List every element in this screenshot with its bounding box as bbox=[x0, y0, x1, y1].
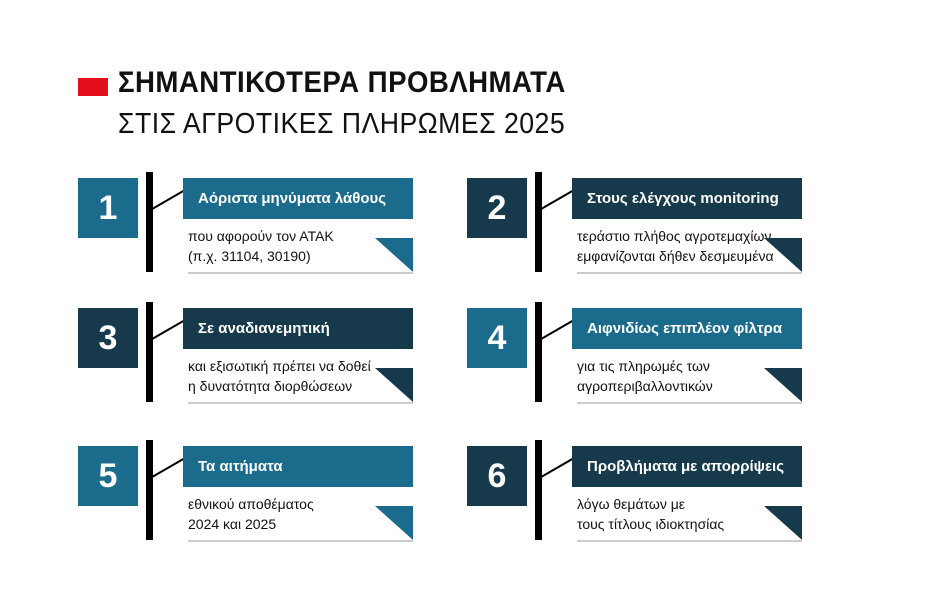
item-body-line: αγροπεριβαλλοντικών bbox=[577, 378, 713, 394]
item-number: 1 bbox=[78, 178, 138, 238]
item-body-line: τεράστιο πλήθος αγροτεμαχίων bbox=[577, 228, 772, 244]
item-number: 2 bbox=[467, 178, 527, 238]
item-body-line: για τις πληρωμές των bbox=[577, 358, 710, 374]
item-body-line: που αφορούν τον ΑΤΑΚ bbox=[188, 228, 334, 244]
underline bbox=[188, 272, 413, 274]
corner-triangle-icon bbox=[764, 506, 802, 540]
corner-triangle-icon bbox=[764, 238, 802, 272]
underline bbox=[577, 540, 802, 542]
connector-line bbox=[152, 190, 184, 209]
title-marker bbox=[78, 78, 108, 96]
divider-bar bbox=[535, 172, 542, 272]
item-body-line: τους τίτλους ιδιοκτησίας bbox=[577, 516, 725, 532]
problem-item bbox=[467, 178, 847, 288]
item-body-line: και εξισωτική πρέπει να δοθεί bbox=[188, 358, 371, 374]
item-body-line: λόγω θεμάτων με bbox=[577, 496, 686, 512]
page-subtitle: ΣΤΙΣ ΑΓΡΟΤΙΚΕΣ ΠΛΗΡΩΜΕΣ 2025 bbox=[118, 108, 566, 140]
item-heading bbox=[572, 308, 802, 349]
connector-line bbox=[152, 458, 184, 477]
item-body-line: εθνικού αποθέματος bbox=[188, 496, 314, 512]
divider-bar bbox=[146, 302, 153, 402]
item-heading bbox=[183, 446, 413, 487]
problem-item bbox=[78, 446, 458, 556]
connector-line bbox=[541, 458, 573, 477]
page-title: ΣΗΜΑΝΤΙΚΟΤΕΡΑ ΠΡΟΒΛΗΜΑΤΑ bbox=[118, 66, 566, 99]
item-heading bbox=[572, 178, 802, 219]
problem-item bbox=[78, 308, 458, 418]
item-heading-text: Στους ελέγχους monitoring bbox=[587, 190, 779, 207]
connector-line bbox=[541, 320, 573, 339]
corner-triangle-icon bbox=[764, 368, 802, 402]
item-number: 4 bbox=[467, 308, 527, 368]
corner-triangle-icon bbox=[375, 506, 413, 540]
item-heading-text: Τα αιτήματα bbox=[198, 458, 283, 475]
item-heading-text: Αιφνιδίως επιπλέον φίλτρα bbox=[587, 320, 783, 337]
divider-bar bbox=[146, 172, 153, 272]
underline bbox=[188, 402, 413, 404]
connector-line bbox=[152, 320, 184, 339]
problem-item bbox=[467, 446, 847, 556]
divider-bar bbox=[535, 302, 542, 402]
corner-triangle-icon bbox=[375, 368, 413, 402]
item-heading bbox=[572, 446, 802, 487]
item-body-line: (π.χ. 31104, 30190) bbox=[188, 248, 311, 264]
item-body-line: 2024 και 2025 bbox=[188, 516, 277, 532]
item-number: 5 bbox=[78, 446, 138, 506]
item-body-line: η δυνατότητα διορθώσεων bbox=[188, 378, 353, 394]
item-heading-text: Σε αναδιανεμητική bbox=[198, 320, 330, 337]
problem-item bbox=[78, 178, 458, 288]
underline bbox=[577, 402, 802, 404]
item-heading-text: Προβλήματα με απορρίψεις bbox=[587, 458, 785, 475]
problem-item bbox=[467, 308, 847, 418]
item-heading-text: Αόριστα μηνύματα λάθους bbox=[198, 190, 387, 207]
corner-triangle-icon bbox=[375, 238, 413, 272]
item-heading bbox=[183, 308, 413, 349]
divider-bar bbox=[146, 440, 153, 540]
item-number: 6 bbox=[467, 446, 527, 506]
item-heading bbox=[183, 178, 413, 219]
divider-bar bbox=[535, 440, 542, 540]
underline bbox=[577, 272, 802, 274]
connector-line bbox=[541, 190, 573, 209]
item-body-line: εμφανίζονται δήθεν δεσμευμένα bbox=[577, 248, 774, 264]
underline bbox=[188, 540, 413, 542]
item-number: 3 bbox=[78, 308, 138, 368]
